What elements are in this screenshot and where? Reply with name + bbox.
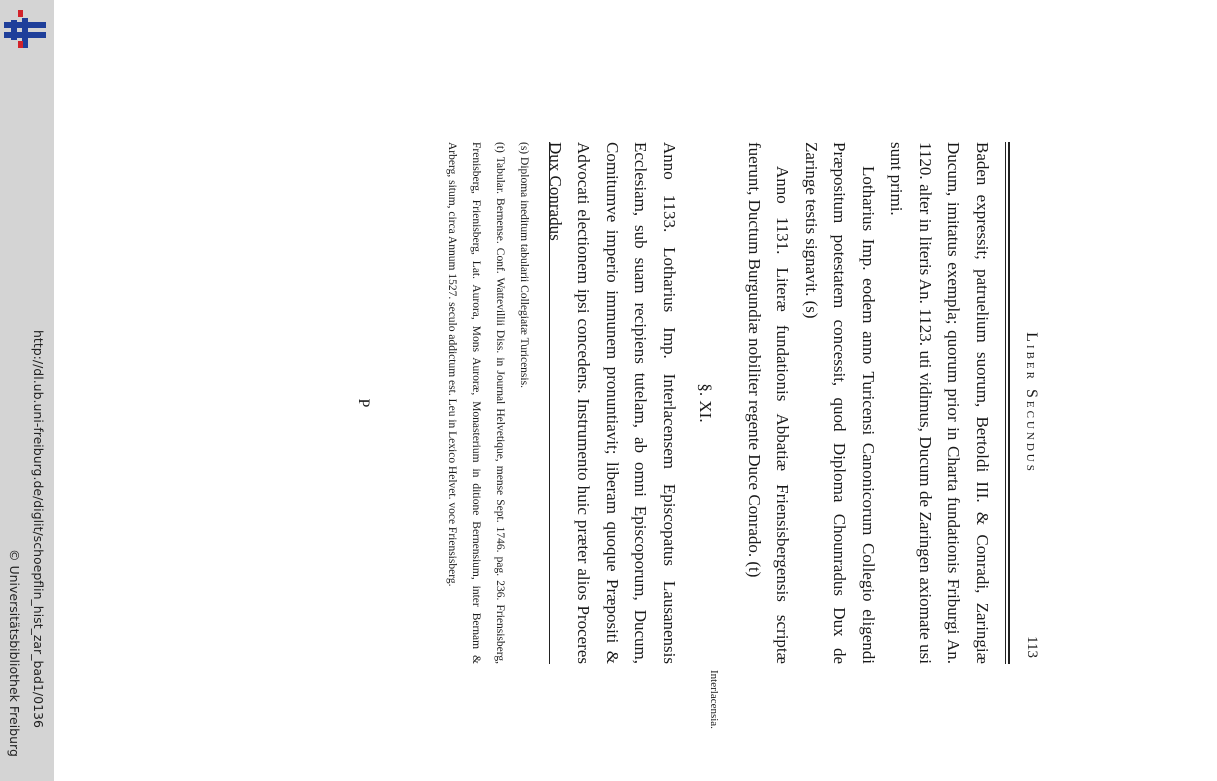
viewer-sidebar [0, 0, 54, 781]
paragraph: Anno 1131. Literæ fundationis Abbatiæ Friensisbergensis scriptæ fuerunt, Ductum Burgundiæ nobiliter regente Duce Conrado. (t) [745, 142, 793, 664]
paragraph: Baden expressit; patruelium suorum, Bertoldi III. & Conradi, Zaringiæ Ducum, imitatus exempla; quorum prior in Charta fundationis Friburgi An. 1120. alter in literis An. 1123. uti vidimus, Ducum de Zaringen axiomate usi sunt primi. [887, 142, 992, 664]
section-paragraph: Anno 1133. Lotharius Imp. Interlacensem Episcopatus Lausanensis Ecclesiam, sub suam recipiens tutelam, ab omni Episcoporum, Ducum, Comitumve imperio immunem pronuntiavit; liberam quoque Præpositi & Advocati electionem ipsi concedens. Instrumento huic præter alios Proceres Dux Conradus [546, 142, 679, 664]
running-title: Liber Secundus [1023, 332, 1040, 474]
page-header [1016, 142, 1040, 664]
footnote-rule [549, 142, 550, 664]
signature-mark: P [355, 398, 372, 408]
footnotes [440, 142, 536, 664]
source-url[interactable]: http://dl.ub.uni-freiburg.de/diglit/schoepflin_hist_zar_bad1/0136 [31, 330, 46, 728]
paragraph: Lotharius Imp. eodem anno Turicensi Canonicorum Collegio eligendi Præpositum potestatem concessit, quod Diploma Chounradus Dux de Zaringe testis signavit. (s) [802, 142, 878, 664]
header-rule [1005, 142, 1010, 664]
library-logo-icon [4, 8, 46, 50]
page-number: 113 [1024, 636, 1040, 658]
body-text [541, 142, 997, 664]
section-heading: §. XI. [696, 383, 716, 423]
scanned-page [340, 142, 1040, 729]
copyright-notice: © Universitätsbibliothek Freiburg [7, 549, 22, 757]
footnote: (t) Tabular. Bernense. Conf. Wattevillii Diss. in Journal Helvetique, mense Sept. 1746. pag. 236. Friensisberg, Frenisberg, Frienisberg, Lat. Aurora, Mons Auroræ, Monasterium in ditione Bernensium, inter Bernam & Arberg, situm, circa Annum 1527. seculo addictum est. Leu in Lexico Helvet. voce Friensisberg. [446, 142, 506, 664]
footnote: (s) Diploma ineditum tabularii Collegiatæ Turicensis. [518, 142, 530, 388]
marginal-note: Interlacensia. [708, 670, 720, 729]
